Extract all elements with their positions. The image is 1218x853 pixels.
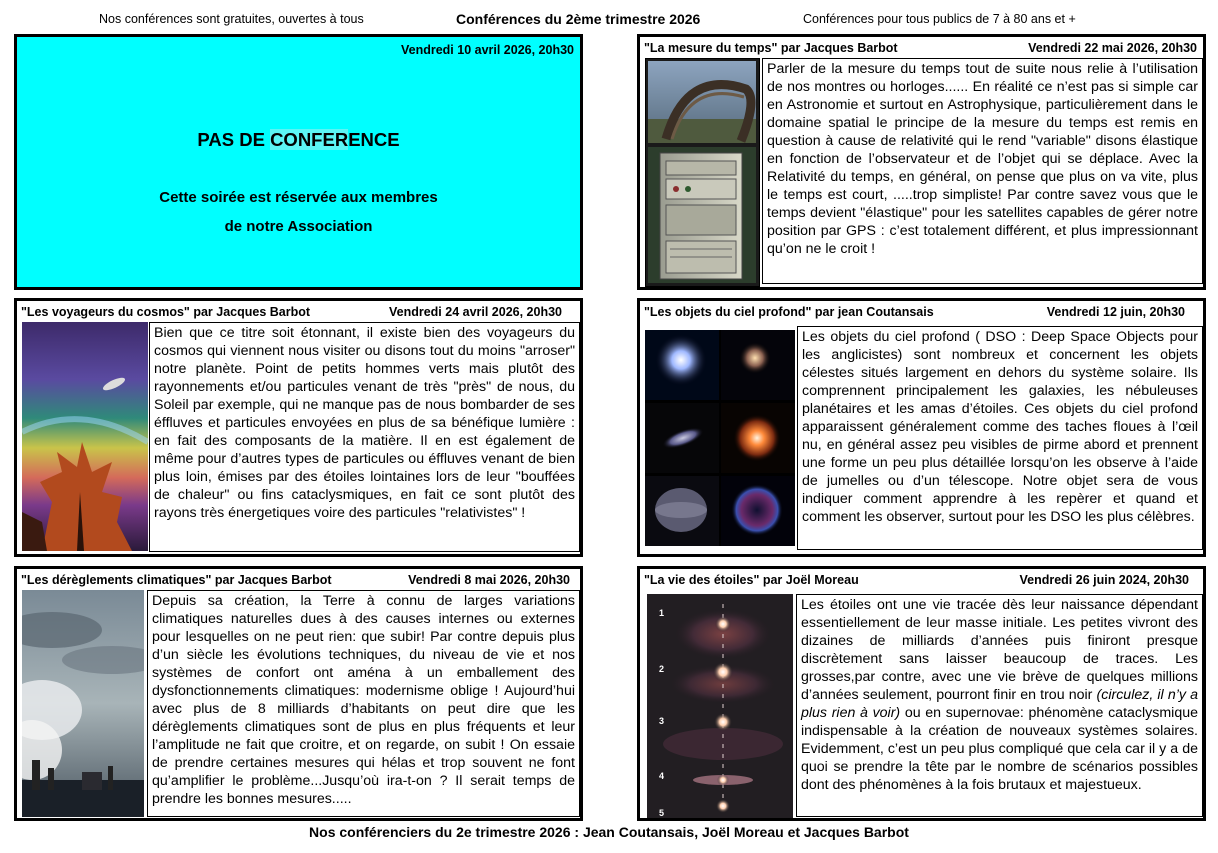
panel-title: "La vie des étoiles" par Joël Moreau: [644, 573, 859, 587]
no-conference-heading: PAS DE CONFERENCE: [197, 129, 400, 150]
members-only-line-1: Cette soirée est réservée aux membres: [159, 189, 438, 206]
panel-date: Vendredi 24 avril 2026, 20h30: [388, 305, 562, 319]
panel-no-conference: [14, 34, 583, 290]
footer-speakers: Nos conférenciers du 2e trimestre 2026 : Jean Coutansais, Joël Moreau et Jacques Barbot: [309, 824, 909, 840]
panel-description: Depuis sa création, la Terre à connu de larges variations climatiques naturelles dues à des causes internes ou externes pour lesquelles on ne peut rien: que subir! Par contre depuis plus d’un siècle les évolutions techniques, du niveau de vie et nos systèmes de confort ont aména à un emballement des dysfonctionnements climatiques: modernisme oblige ! Aujourd’hui avec plus de 8 milliards d’habitants on peut dire que les dérèglements climatiques sont de plus en plus fréquents et leur l’amplitude ne fait que croitre, et on regarde, on subit ! On essaie de prendre certaines mesures qui hélas et trop souvent ne font qu’amplifier le problème...Jusqu’où ira-t-on ? Il serait temps de prendre les bonnes mesures.....: [147, 590, 580, 817]
panel-dereglements-climatiques: [14, 566, 583, 821]
diagram-label: 3: [659, 716, 665, 726]
panel-date: Vendredi 10 avril 2026, 20h30: [400, 43, 574, 57]
panel-voyageurs-du-cosmos: [14, 298, 583, 557]
panel-description: Les étoiles ont une vie tracée dès leur naissance dépendant essentiellement de leur masse initiale. Les petites vivront des dizaines de milliards d’années puis finiront presque discrètement sans laisser beaucoup de traces. Les grosses,par contre, avec une vie brève de quelques millions d’années seulement, pourront finir en trou noir (circulez, il n’y a plus rien à voir) ou en supernovae: phénomène cataclysmique indispensable à la création de nouveaux systèmes solaires. Evidemment, c’est un peu plus compliqué que cela car il y a de quoi se prendre la tête par le nombre de scénarios possibles dont des phénomènes à la fois brutaux et majestueux.: [796, 594, 1203, 817]
members-only-line-2: de notre Association: [224, 218, 373, 235]
header-right: Conférences pour tous publics de 7 à 80 ans et +: [803, 12, 1076, 26]
panel-description: Les objets du ciel profond ( DSO : Deep Space Objects pour les anglicistes) sont nombreux et concernent les objets célestes situés largement en dehors du système solaire. Ils comprennent principalement les galaxies, les nébuleuses planétaires et les amas d’étoiles. Ces objets du ciel profond apparaissent généralement comme des taches floues à l’œil nu, en général assez peu visibles de pirme abord et prennent une forme un peu plus détaillée lorsqu’on les observe à l’aide de jumelles ou d’un télescope. Notre objet sera de vous indiquer comment apprendre à les repèrer et quand et comment les observer, surtout pour les DSO les plus célèbres.: [797, 326, 1203, 550]
panel-objets-ciel-profond: [637, 298, 1206, 557]
diagram-label: 5: [659, 808, 665, 818]
panel-description: Bien que ce titre soit étonnant, il existe bien des voyageurs du cosmos qui viennent nous visiter ou disons tout du moins "arroser" notre planète. Point de petits hommes verts mais plutôt des rayonnements et/ou particules venant de très "près" de nous, du Soleil par exemple, qui ne manque pas de nous bombarder de ses éffluves et particules envoyées en plus de sa bénéfique lumière : en fait des composants de la matière. Il en est également de même pour d’autres types de particules ou éffluves venant de bien plus loin, émises par des étoiles lointaines lors de leur "bouffées de chaleur" ou fins cataclysmiques, en fait ce sont plutôt des rayons très énergetiques voire des particules "relativistes" !: [149, 322, 580, 552]
climate-photo: [22, 590, 144, 817]
panel-date: Vendredi 26 juin 2024, 20h30: [1019, 573, 1189, 587]
diagram-label: 4: [659, 771, 665, 781]
clock-photo: [645, 58, 760, 287]
panel-description: Parler de la mesure du temps tout de suite nous relie à l’utilisation de nos montres ou horloges...... En réalité ce n’est pas si simple car en Astronomie et surtout en Astrophysique, particulièrement dans le domaine spatial le principe de la mesure du temps est remis en question à cause de relativité qui le rend "variable" disons élastique en fonction de l’observateur et de l’objet qui se déplace. Avec la Relativité du temps, en général, on pense que plus on va vite, plus le temps est court, .....trop simpliste! Par contre savez vous que le temps devient "élastique" pour les satellites capables de gérer notre position par GPS : c’est totalement différent, et plus impressionnant qu’on ne le croit !: [762, 58, 1203, 284]
panel-title: "Les objets du ciel profond" par jean Coutansais: [644, 305, 934, 319]
panel-title: "Les voyageurs du cosmos" par Jacques Barbot: [21, 305, 311, 319]
panel-date: Vendredi 12 juin, 20h30: [1046, 305, 1185, 319]
panel-title: "Les dérèglements climatiques" par Jacques Barbot: [21, 573, 332, 587]
diagram-label: 2: [659, 664, 665, 674]
deep-sky-objects-photo: [645, 330, 795, 546]
panel-mesure-du-temps: [637, 34, 1206, 290]
panel-vie-des-etoiles: [637, 566, 1206, 821]
aurora-photo: [22, 322, 148, 551]
header-left: Nos conférences sont gratuites, ouvertes à tous: [99, 12, 364, 26]
star-life-diagram: [647, 594, 793, 819]
panel-title: "La mesure du temps" par Jacques Barbot: [644, 41, 898, 55]
header-title: Conférences du 2ème trimestre 2026: [456, 11, 701, 27]
panel-date: Vendredi 22 mai 2026, 20h30: [1028, 41, 1197, 55]
diagram-label: 1: [659, 608, 665, 618]
panel-date: Vendredi 8 mai 2026, 20h30: [408, 573, 570, 587]
